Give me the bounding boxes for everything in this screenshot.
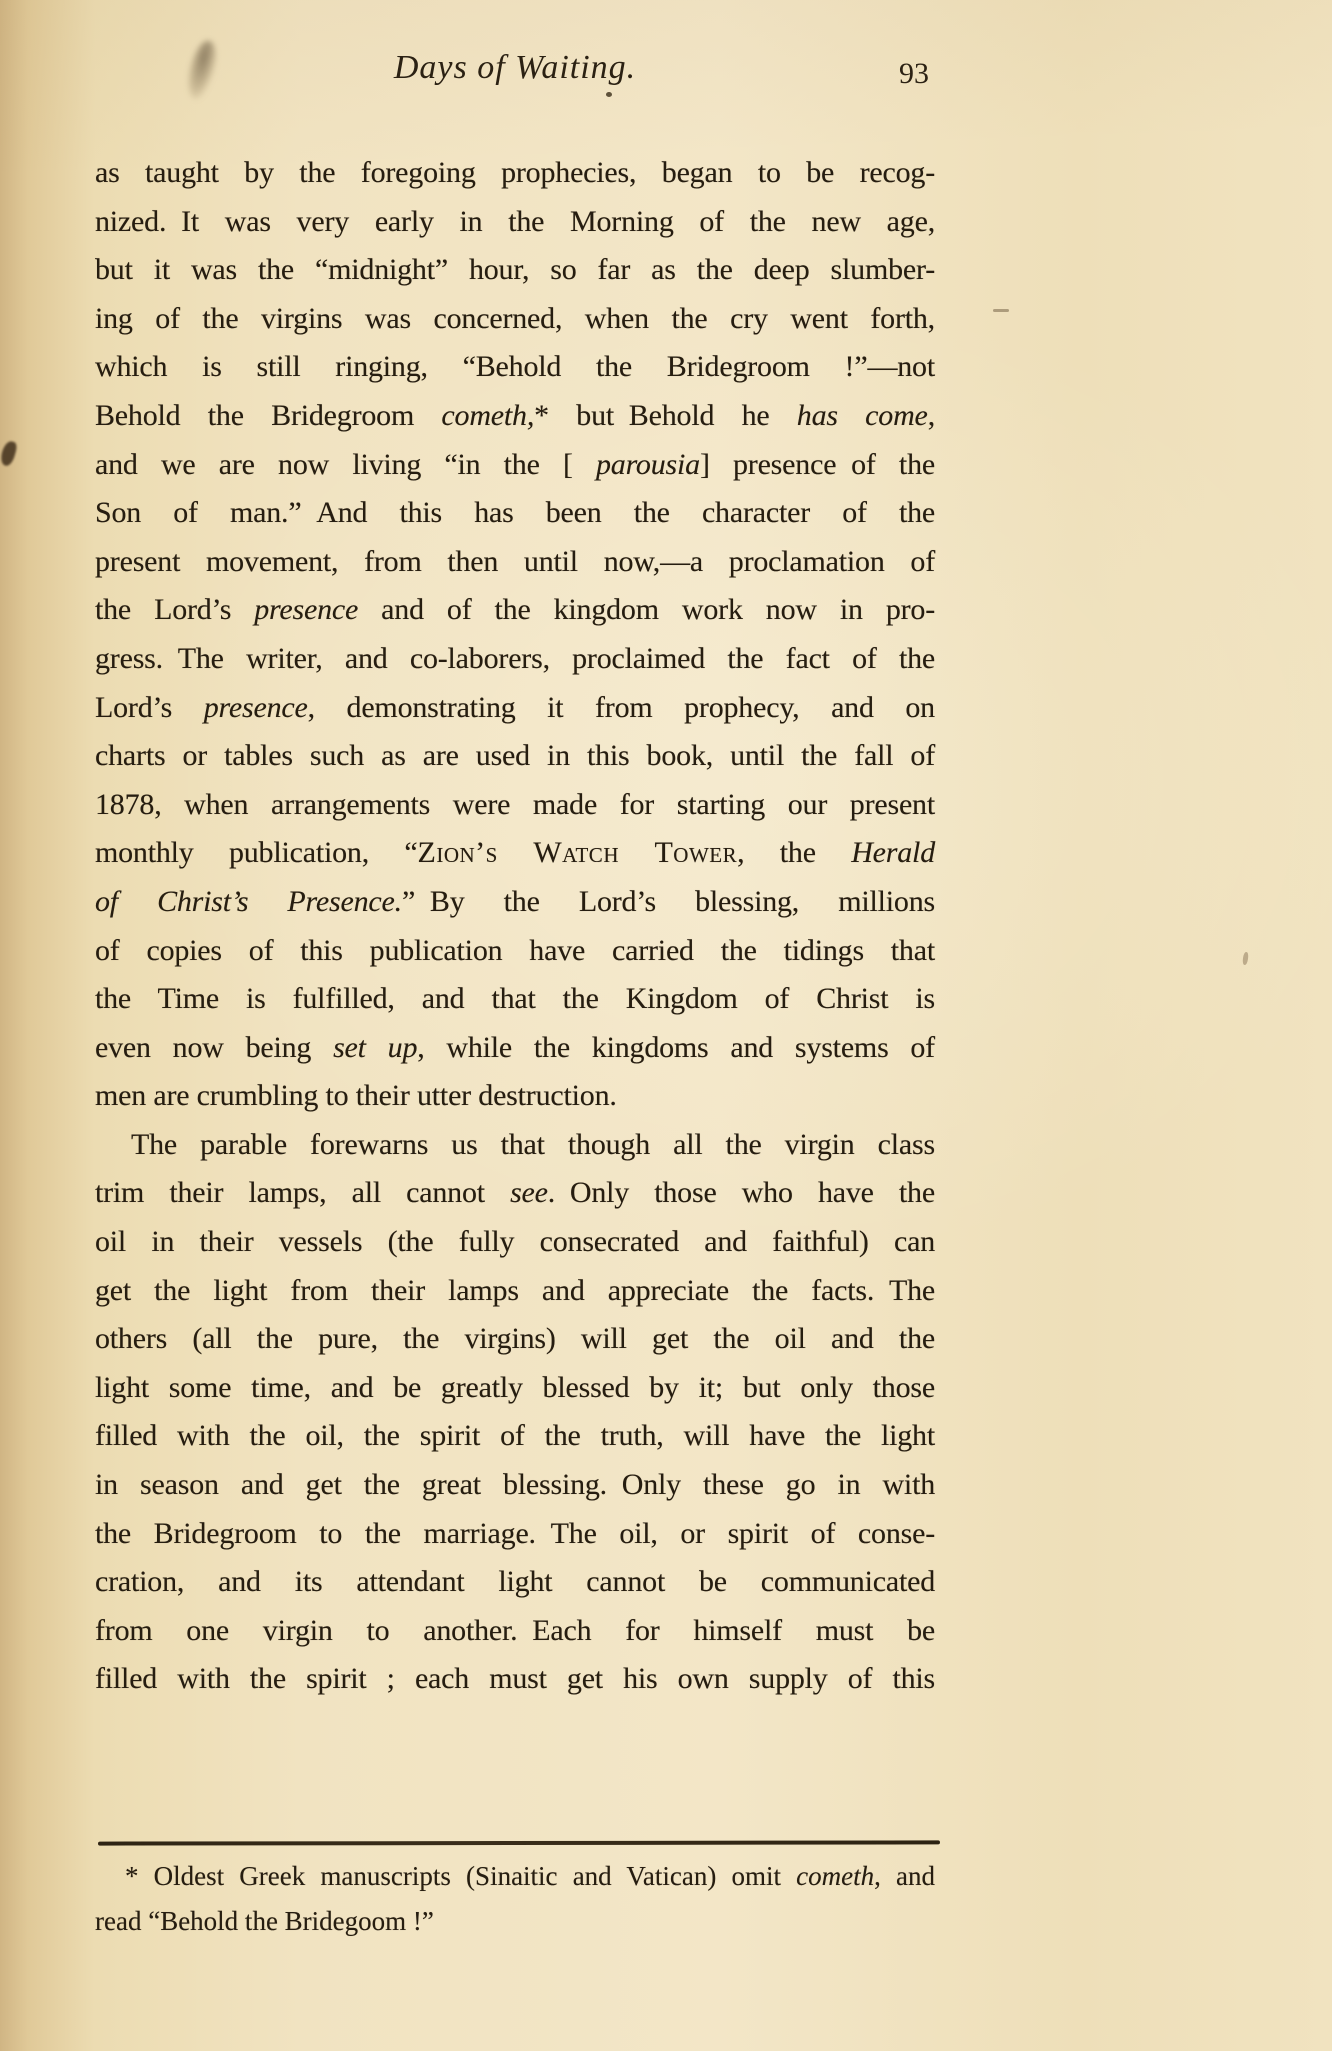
- page-header: [95, 46, 935, 94]
- margin-ink-blot: [0, 440, 18, 468]
- text-line: [95, 1655, 935, 1704]
- text-line: [95, 1072, 935, 1121]
- text: others (all the pure, the virgins) will get the oil and the: [95, 1322, 935, 1356]
- text-line: [95, 1267, 935, 1316]
- text-line: [95, 1558, 935, 1607]
- text: gress. The writer, and co-laborers, proclaimed the fact of the: [95, 641, 935, 675]
- italic-text: of Christ’s Presence.: [95, 884, 402, 918]
- footnote: [95, 1854, 935, 1944]
- italic-text: has come: [796, 398, 928, 432]
- text-line: [95, 1899, 935, 1944]
- small-caps-text: Zion’s Watch Tower: [417, 836, 738, 870]
- text: the Lord’s: [95, 593, 255, 627]
- text: * Oldest Greek manuscripts (Sinaitic and Vatican) omit: [125, 1861, 797, 1891]
- text-line: [95, 1412, 935, 1461]
- text: even now being: [95, 1030, 334, 1064]
- text: the Time is fulfilled, and that the Kingdom of Christ is: [95, 982, 935, 1016]
- text: and of the kingdom work now in pro-: [358, 593, 936, 627]
- text: of copies of this publication have carried the tidings that: [95, 933, 935, 967]
- text: filled with the oil, the spirit of the truth, will have the light: [95, 1419, 935, 1453]
- text-line: [95, 1218, 935, 1267]
- text: The parable forewarns us that though all the virgin class: [131, 1127, 935, 1161]
- page-number: 93: [899, 57, 929, 90]
- text: nized. It was very early in the Morning of the new age,: [95, 204, 935, 238]
- text-line: [95, 198, 935, 247]
- text-line: [95, 878, 935, 927]
- text: in season and get the great blessing. Only these go in with: [95, 1468, 935, 1502]
- text: but it was the “midnight” hour, so far as the deep slumber-: [95, 253, 935, 287]
- italic-text: see: [510, 1176, 548, 1210]
- italic-text: cometh: [796, 1861, 875, 1891]
- italic-text: parousia: [595, 447, 700, 481]
- text: , the: [737, 836, 852, 870]
- text-line: [95, 1461, 935, 1510]
- text-line: [95, 1510, 935, 1559]
- text: get the light from their lamps and appreciate the facts. The: [95, 1273, 935, 1307]
- text-line: [95, 684, 935, 733]
- text: the Bridegroom to the marriage. The oil, or spirit of conse-: [95, 1516, 935, 1550]
- text: oil in their vessels (the fully consecrated and faithful) can: [95, 1225, 935, 1259]
- text: ,: [927, 398, 935, 432]
- text-line: [95, 927, 935, 976]
- text-line: [95, 149, 935, 198]
- body-text: [95, 149, 935, 1704]
- text-line: [95, 343, 935, 392]
- text: 1878, when arrangements were made for starting our present: [95, 787, 935, 821]
- text: filled with the spirit ; each must get his own supply of this: [95, 1662, 935, 1696]
- text: and we are now living “in the [: [95, 447, 596, 481]
- text: , demonstrating it from prophecy, and on: [307, 690, 935, 724]
- faint-margin-tick: [1242, 952, 1249, 966]
- text: which is still ringing, “Behold the Bridegroom !”—not: [95, 350, 935, 384]
- text-line: [95, 538, 935, 587]
- text-line: [95, 829, 935, 878]
- text-line: [95, 246, 935, 295]
- text: men are crumbling to their utter destruction.: [95, 1079, 617, 1113]
- text: as taught by the foregoing prophecies, began to be recog-: [95, 156, 935, 189]
- text-line: [95, 489, 935, 538]
- text: , and: [874, 1861, 936, 1891]
- text: present movement, from then until now,—a proclamation of: [95, 544, 935, 578]
- text-line: [95, 635, 935, 684]
- text: trim their lamps, all cannot: [95, 1176, 511, 1210]
- faint-margin-dash: [993, 309, 1009, 312]
- text: * but Behold he: [534, 398, 797, 432]
- text: . Only those who have the: [547, 1176, 935, 1210]
- text-line: [95, 1364, 935, 1413]
- text: Behold the Bridegroom: [95, 398, 442, 432]
- text: from one virgin to another. Each for himself must be: [95, 1613, 935, 1647]
- text: , while the kingdoms and systems of: [417, 1030, 935, 1064]
- text-line: [95, 1121, 935, 1170]
- text: cration, and its attendant light cannot be communicated: [95, 1565, 935, 1599]
- text: Son of man.” And this has been the character of the: [95, 496, 935, 530]
- text-line: [95, 732, 935, 781]
- text-line: [95, 441, 935, 490]
- text-line: [95, 975, 935, 1024]
- text-line: [95, 1169, 935, 1218]
- running-title: Days of Waiting.: [393, 49, 637, 86]
- italic-text: cometh,: [441, 398, 535, 432]
- text: ing of the virgins was concerned, when the cry went forth,: [95, 301, 935, 335]
- footnote-divider: [98, 1840, 940, 1845]
- text-line: [95, 1854, 935, 1899]
- text-line: [95, 1315, 935, 1364]
- text-line: [95, 1607, 935, 1656]
- text: charts or tables such as are used in this book, until the fall of: [95, 739, 935, 773]
- text-line: [95, 1024, 935, 1073]
- text: ” By the Lord’s blessing, millions: [401, 884, 935, 918]
- text: Lord’s: [95, 690, 204, 724]
- italic-text: presence: [203, 690, 308, 724]
- text: light some time, and be greatly blessed by it; but only those: [95, 1370, 935, 1404]
- text: monthly publication, “: [95, 836, 418, 870]
- text: ] presence of the: [699, 447, 935, 481]
- text-line: [95, 586, 935, 635]
- text: read “Behold the Bridegoom !”: [95, 1906, 434, 1936]
- text-line: [95, 295, 935, 344]
- italic-text: Herald: [851, 836, 935, 870]
- text-line: [95, 781, 935, 830]
- italic-text: set up: [333, 1030, 418, 1064]
- italic-text: presence: [254, 593, 359, 627]
- text-line: [95, 392, 935, 441]
